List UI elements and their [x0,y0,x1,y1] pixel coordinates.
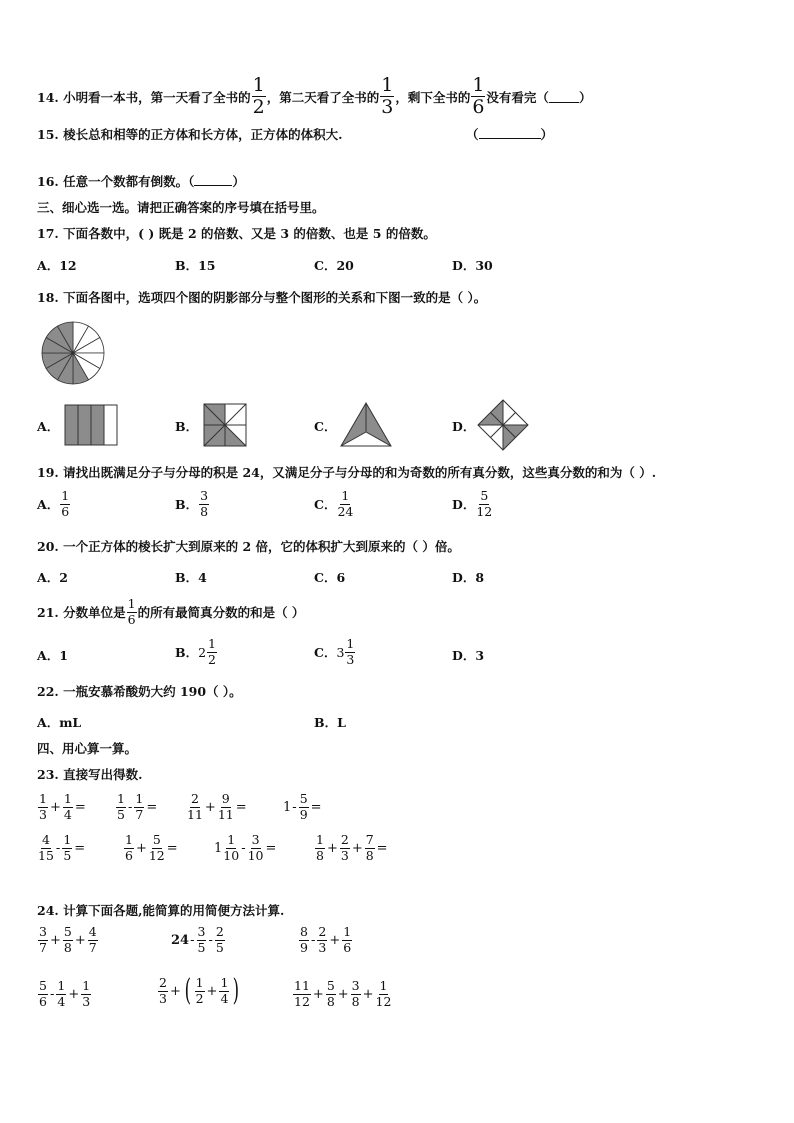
question-22: 22. 一瓶安慕希酸奶大约 190（ ）。 [37,684,242,699]
q19-option-b[interactable]: B． $\frac{3}{8}$ [175,488,209,519]
question-17: 17. 下面各数中，( ) 既是 2 的倍数、又是 3 的倍数、也是 5 的倍数。 [37,226,436,241]
q21-option-c[interactable]: C． 3 $\frac{1}{3}$ [314,636,355,667]
q22-option-a[interactable]: A．mL [37,715,82,730]
q21-option-d[interactable]: D．3 [452,648,485,663]
q22-option-b[interactable]: B．L [314,715,346,730]
q16-answer-blank[interactable] [194,173,232,186]
q23-expr-6: $\frac{1}{6}$ + $\frac{5}{12}$ = [125,832,178,863]
question-15 [37,125,342,143]
q18-option-d-figure[interactable] [476,398,530,452]
q23-expr-7: 1 $\frac{1}{10}$ - $\frac{3}{10}$ = [214,832,277,863]
q23-expr-4: 1 - $\frac{5}{9}$ = [283,791,322,822]
q24-expr-5: $\frac{2}{3}$ + ( $\frac{1}{2}$ + $\frac{1}{4}$ ) [159,973,240,1008]
q24-expr-3: $\frac{8}{9}$ - $\frac{2}{3}$ + $\frac{1}{6}$ [300,924,352,955]
question-21: 21. 分数单位是 $\frac{1}{6}$ 的所有最简真分数的和是（ ） [37,596,305,627]
q15-answer-blank[interactable] [479,126,541,139]
q18-option-a-label[interactable]: A． [37,419,60,434]
q23-expr-3: $\frac{2}{11}$ + $\frac{9}{11}$ = [187,791,247,822]
q18-option-d-label[interactable]: D． [452,419,476,434]
question-23-title: 23. 直接写出得数. [37,767,143,782]
q18-reference-circle [40,320,106,386]
q14-text-5: ） [578,89,592,105]
q15-text: 15. 棱长总和相等的正方体和长方体，正方体的体积大. [37,127,343,142]
question-14 [37,76,591,117]
q21-unit-fraction: $\frac{1}{6}$ [127,596,136,627]
question-18: 18. 下面各图中，选项四个图的阴影部分与整个图形的关系和下图一致的是（ ）。 [37,290,487,305]
q17-option-d[interactable]: D．30 [452,258,493,273]
q20-option-d[interactable]: D．8 [452,570,485,585]
q14-text-4: 没有看完（ [486,89,549,105]
q24-expr-4: $\frac{5}{6}$ - $\frac{1}{4}$ + $\frac{1}{3}$ [39,978,91,1009]
q21-option-a[interactable]: A．1 [37,648,68,663]
q14-fraction-2: $\frac{1}{3}$ [381,74,394,118]
q18-option-c-label[interactable]: C． [314,419,337,434]
q18-option-a-figure[interactable] [64,404,120,446]
q19-option-d[interactable]: D． $\frac{5}{12}$ [452,488,493,519]
question-24-title: 24. 计算下面各题,能简算的用简便方法计算. [37,903,285,918]
q20-option-b[interactable]: B．4 [175,570,207,585]
q24-expr-1: $\frac{3}{7}$ + $\frac{5}{8}$ + $\frac{4}{7}$ [39,924,97,955]
q18-option-b-label[interactable]: B． [175,419,199,434]
q21-option-b[interactable]: B． 2 $\frac{1}{2}$ [175,636,216,667]
q23-expr-8: $\frac{1}{8}$ + $\frac{2}{3}$ + $\frac{7}{8}$ = [316,832,388,863]
q18-option-c-figure[interactable] [340,402,392,448]
q14-text-1: 14. 小明看一本书，第一天看了全书的 [37,89,251,105]
question-19: 19. 请找出既满足分子与分母的积是 24，又满足分子与分母的和为奇数的所有真分数，这些真分数的和为（ ）. [37,465,657,480]
question-20: 20. 一个正方体的棱长扩大到原来的 2 倍，它的体积扩大到原来的（ ）倍。 [37,539,460,554]
q23-expr-2: $\frac{1}{5}$ - $\frac{1}{7}$ = [117,791,158,822]
q14-text-2: ，第二天看了全书的 [266,89,380,105]
section-4-heading: 四、用心算一算。 [37,741,138,756]
q17-option-c[interactable]: C．20 [314,258,354,273]
question-16: 16. 任意一个数都有倒数。（ ） [37,174,245,189]
q17-option-a[interactable]: A．12 [37,258,77,273]
q14-answer-blank[interactable] [549,90,579,103]
q23-expr-5: $\frac{4}{15}$ - $\frac{1}{5}$ = [38,832,86,863]
q15-answer-paren: （ ） [466,127,554,142]
q19-option-c[interactable]: C． $\frac{1}{24}$ [314,488,354,519]
q14-fraction-3: $\frac{1}{6}$ [472,74,485,118]
q20-option-a[interactable]: A．2 [37,570,68,585]
section-3-heading: 三、细心选一选。请把正确答案的序号填在括号里。 [37,200,325,215]
q19-option-a[interactable]: A． $\frac{1}{6}$ [37,488,70,519]
q16-text: 16. 任意一个数都有倒数。（ [37,174,195,189]
q24-expr-6: $\frac{11}{12}$ + $\frac{5}{8}$ + $\frac{3}{8}$ + $\frac{1}{12}$ [294,978,392,1009]
q18-option-b-figure[interactable] [203,403,247,447]
q20-option-c[interactable]: C．6 [314,570,346,585]
q17-option-b[interactable]: B．15 [175,258,216,273]
q24-expr-2: 24 - $\frac{3}{5}$ - $\frac{2}{5}$ [171,924,224,955]
q23-expr-1: $\frac{1}{3}$ + $\frac{1}{4}$ = [39,791,86,822]
q14-fraction-1: $\frac{1}{2}$ [252,74,265,118]
q14-text-3: ，剩下全书的 [395,89,471,105]
